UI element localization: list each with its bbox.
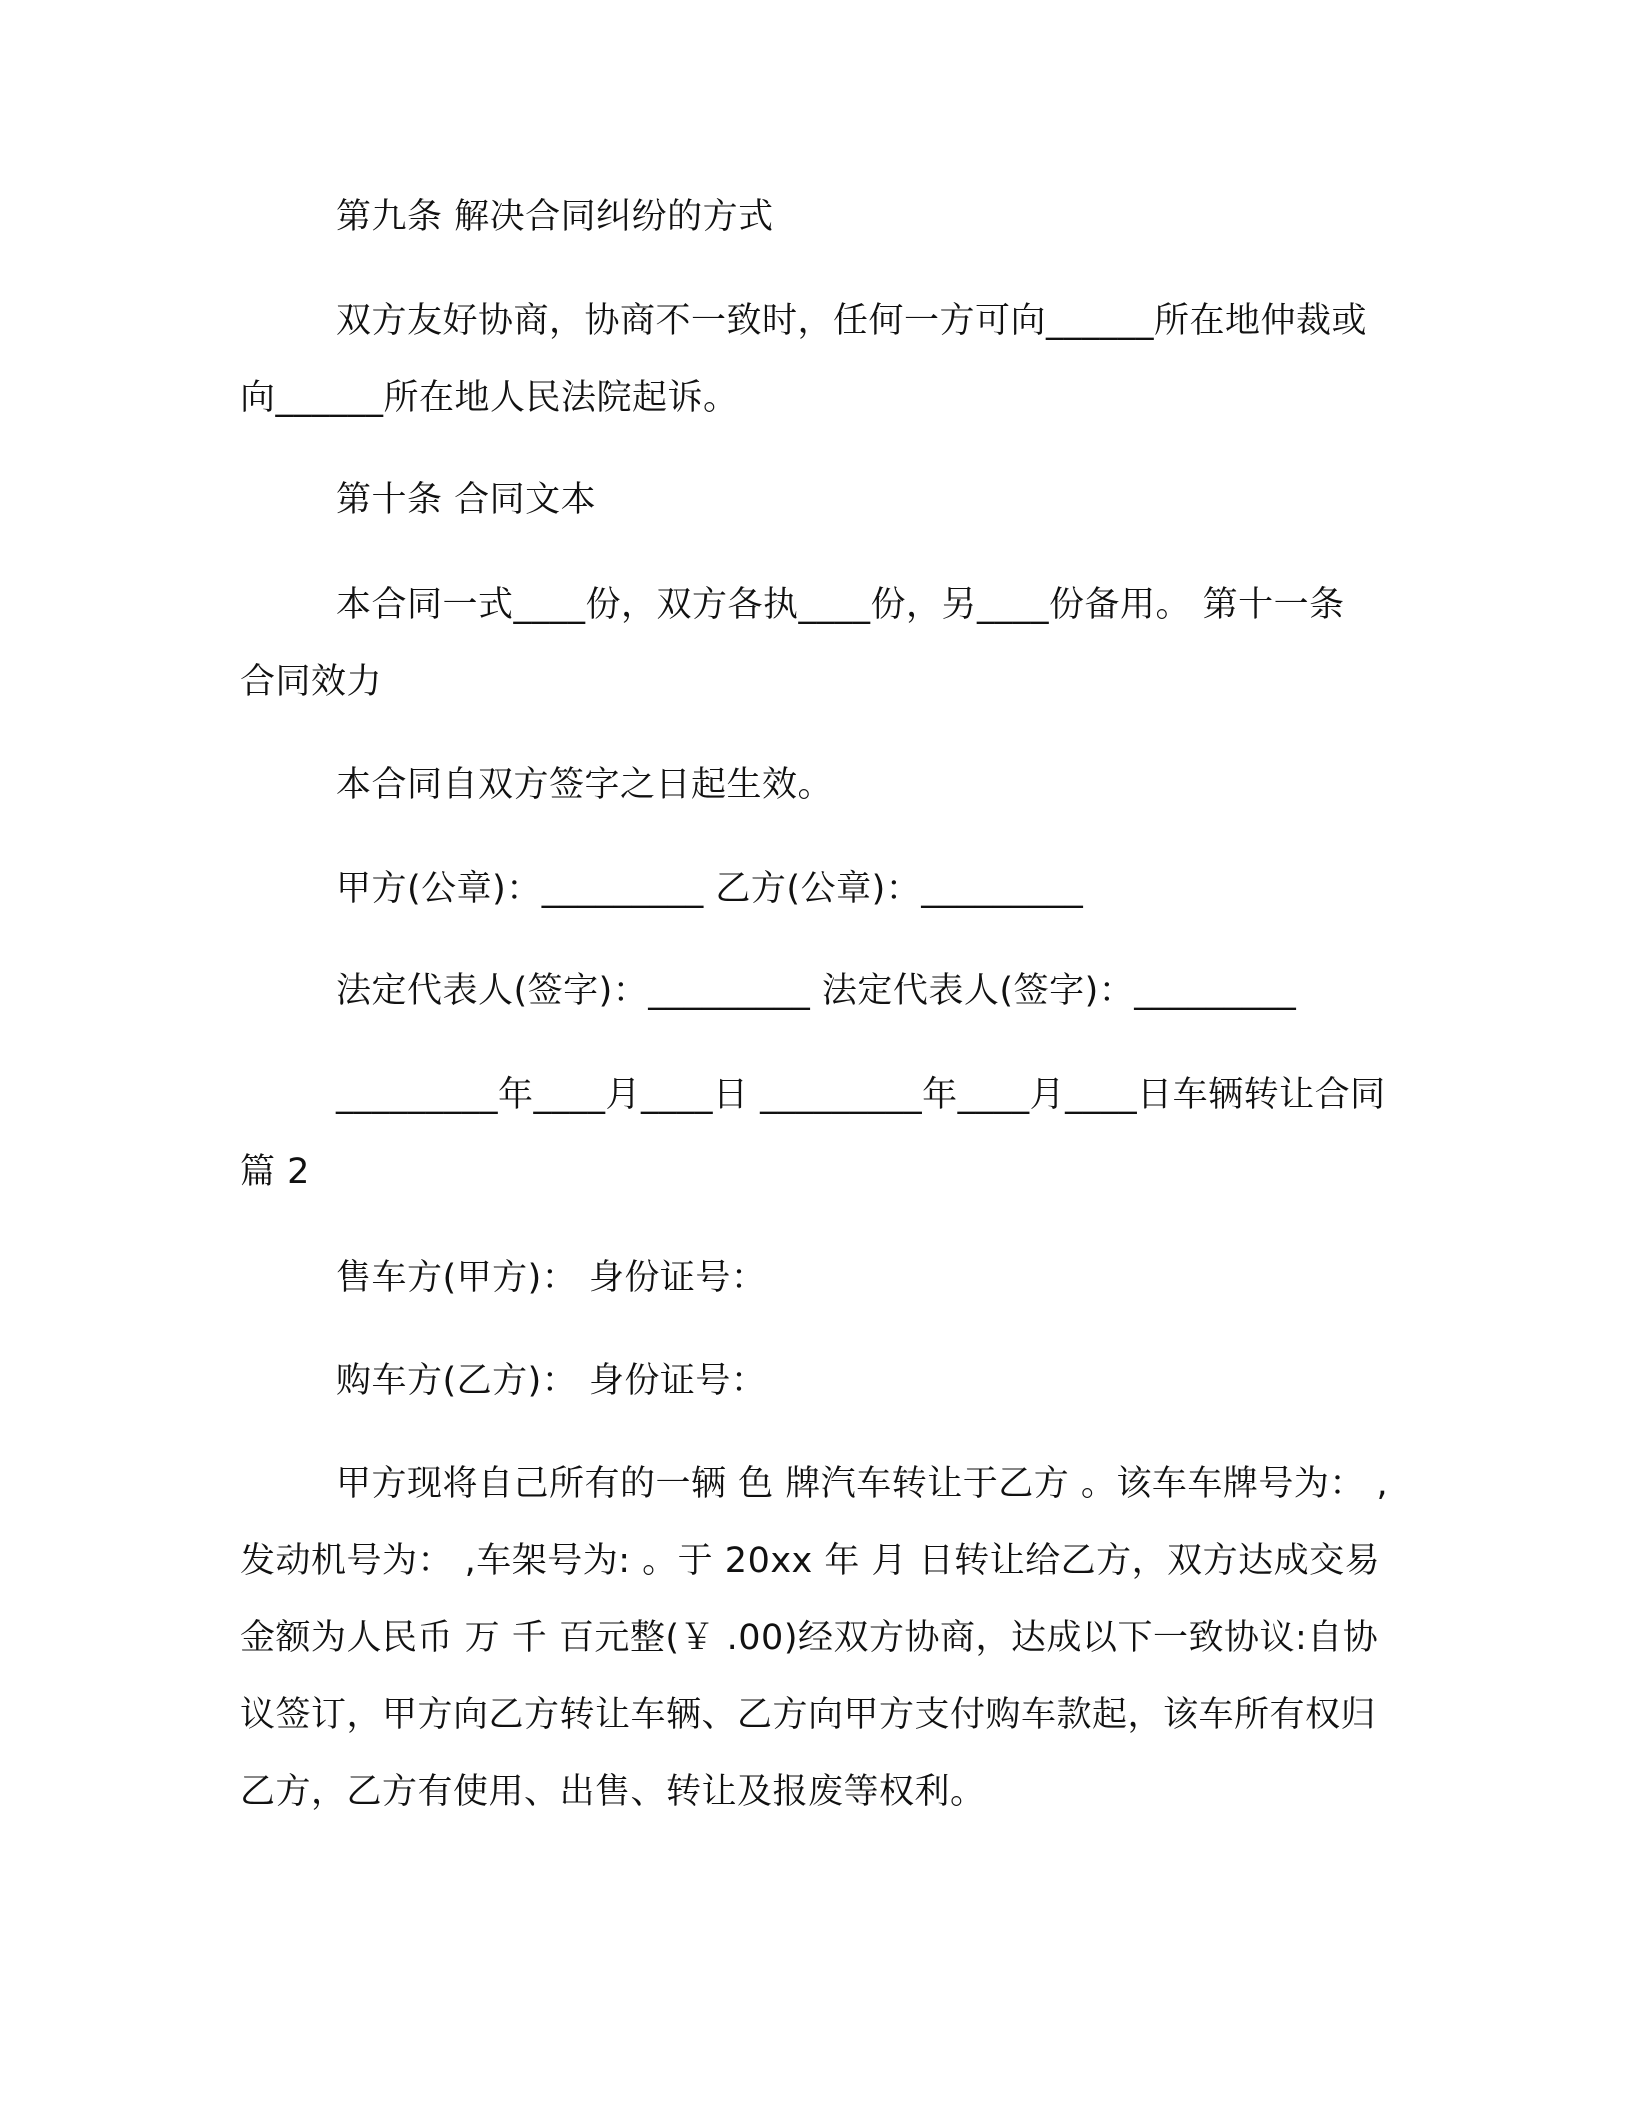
transfer-agreement-body: 甲方现将自己所有的一辆 色 牌汽车转让于乙方 。该车车牌号为： , 发动机号为： ,车架号为: 。于 20xx 年 月 日转让给乙方，双方达成交易金额为人民币 万 千 百元整(￥ .00)经双方协商，达成以下一致协议:自协议签订，甲方向乙方转让车辆、乙方向甲方支付购车款起，该车所有权归乙方，乙方有使用、出售、转让及报废等权利。 <box>240 1464 1400 1812</box>
article-10-body: 本合同一式____份，双方各执____份，另____份备用。 第十一条 合同效力 <box>240 585 1357 702</box>
article-9-body: 双方友好协商，协商不一致时，任何一方可向______所在地仲裁或向______所在地人民法院起诉。 <box>240 301 1368 418</box>
buyer-line: 购车方(乙方)： 身份证号： <box>336 1361 767 1401</box>
representative-signature-line: 法定代表人(签字)：_________ 法定代表人(签字)：_________ <box>336 971 1297 1011</box>
seal-line: 甲方(公章)：_________ 乙方(公章)：_________ <box>336 869 1084 909</box>
article-10-heading: 第十条 合同文本 <box>336 480 597 520</box>
article-9-heading: 第九条 解决合同纠纷的方式 <box>336 197 774 237</box>
article-11-body: 本合同自双方签字之日起生效。 <box>336 765 834 805</box>
date-line-and-contract-2-title: _________年____月____日 _________年____月____日车辆转让合同 篇 2 <box>240 1075 1398 1192</box>
seller-line: 售车方(甲方)： 身份证号： <box>336 1258 767 1298</box>
